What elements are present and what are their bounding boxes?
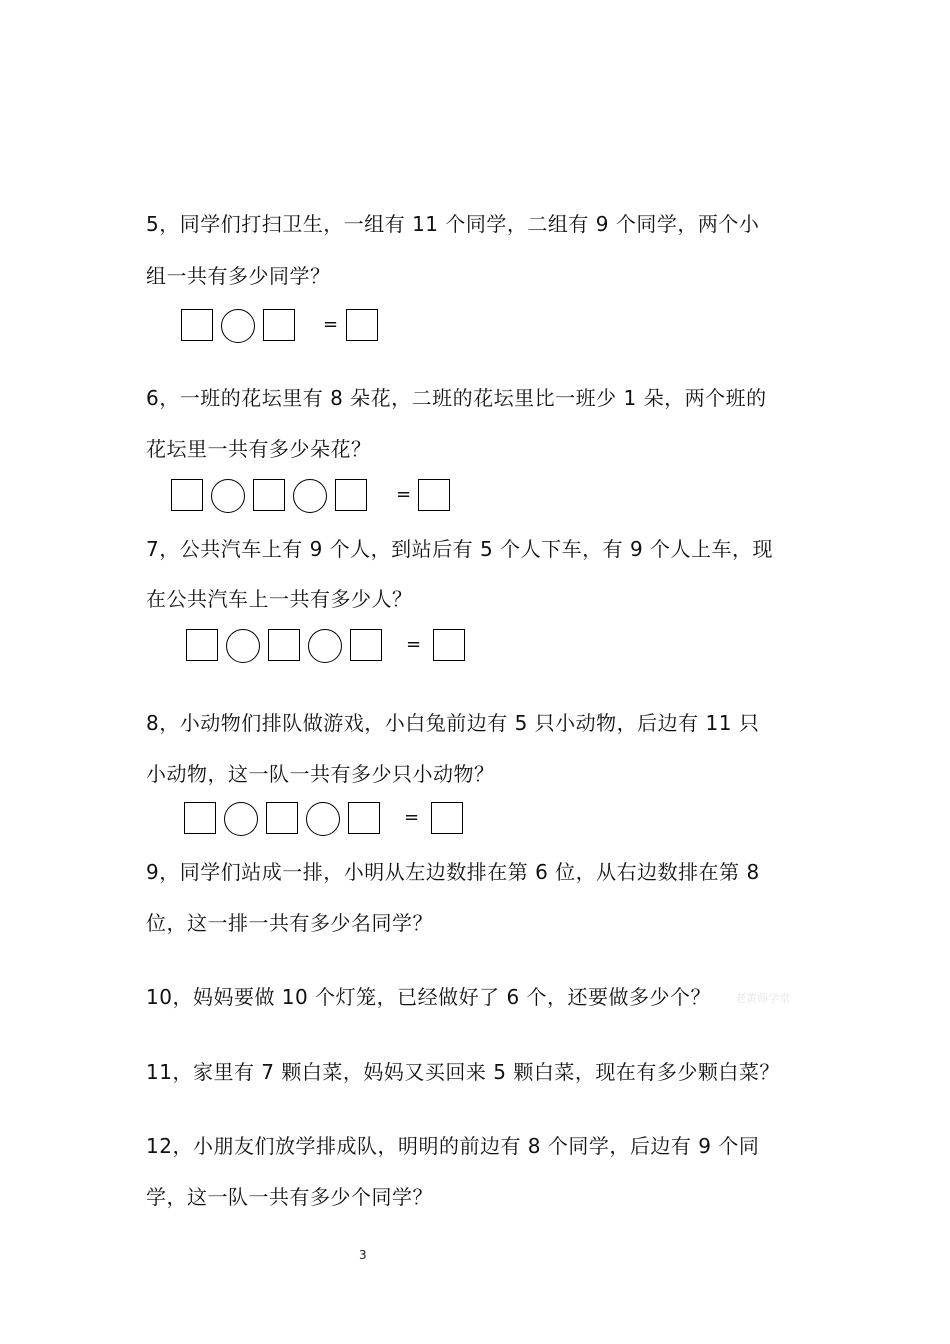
answer-box[interactable] [348, 802, 380, 834]
answer-box[interactable] [335, 479, 367, 511]
problem-6-line-1: 6，一班的花坛里有 8 朵花，二班的花坛里比一班少 1 朵，两个班的 [146, 386, 767, 410]
operator-circle[interactable] [293, 479, 327, 513]
result-box[interactable] [346, 309, 378, 341]
problem-8-line-1: 8，小动物们排队做游戏，小白兔前边有 5 只小动物，后边有 11 只 [146, 711, 760, 735]
answer-box[interactable] [181, 309, 213, 341]
equals-sign: = [406, 634, 422, 655]
answer-box[interactable] [268, 629, 300, 661]
answer-box[interactable] [186, 629, 218, 661]
answer-box[interactable] [171, 479, 203, 511]
result-box[interactable] [418, 479, 450, 511]
operator-circle[interactable] [221, 309, 255, 343]
watermark: 老黄师学堂 [735, 992, 790, 1005]
problem-8-line-2: 小动物，这一队一共有多少只小动物？ [146, 762, 495, 786]
problem-5-line-1: 5，同学们打扫卫生，一组有 11 个同学，二组有 9 个同学，两个小 [146, 212, 760, 236]
answer-box[interactable] [253, 479, 285, 511]
equals-sign: = [323, 314, 339, 335]
problem-6-line-2: 花坛里一共有多少朵花？ [146, 437, 372, 461]
operator-circle[interactable] [308, 629, 342, 663]
problem-11-line-1: 11，家里有 7 颗白菜，妈妈又买回来 5 颗白菜，现在有多少颗白菜？ [146, 1060, 780, 1084]
operator-circle[interactable] [226, 629, 260, 663]
problem-9-line-2: 位，这一排一共有多少名同学？ [146, 911, 433, 935]
problem-12-line-2: 学，这一队一共有多少个同学？ [146, 1185, 433, 1209]
problem-9-line-1: 9，同学们站成一排，小明从左边数排在第 6 位，从右边数排在第 8 [146, 860, 760, 884]
answer-box[interactable] [350, 629, 382, 661]
operator-circle[interactable] [224, 802, 258, 836]
problem-10-line-1: 10，妈妈要做 10 个灯笼，已经做好了 6 个，还要做多少个？ [146, 985, 712, 1009]
problem-7-line-2: 在公共汽车上一共有多少人？ [146, 587, 413, 611]
answer-box[interactable] [263, 309, 295, 341]
problem-12-line-1: 12，小朋友们放学排成队，明明的前边有 8 个同学，后边有 9 个同 [146, 1134, 760, 1158]
answer-box[interactable] [184, 802, 216, 834]
operator-circle[interactable] [306, 802, 340, 836]
equals-sign: = [396, 484, 412, 505]
problem-7-line-1: 7，公共汽车上有 9 个人，到站后有 5 个人下车，有 9 个人上车，现 [146, 537, 774, 561]
answer-box[interactable] [266, 802, 298, 834]
result-box[interactable] [431, 802, 463, 834]
operator-circle[interactable] [211, 479, 245, 513]
problem-5-line-2: 组一共有多少同学？ [146, 264, 331, 288]
page-number: 3 [359, 1248, 367, 1262]
result-box[interactable] [433, 629, 465, 661]
equals-sign: = [404, 807, 420, 828]
